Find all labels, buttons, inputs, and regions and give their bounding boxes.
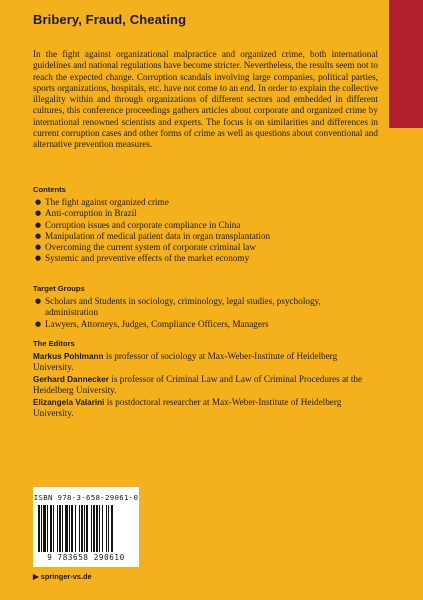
list-item: ● Anti-corruption in Brazil	[35, 208, 137, 219]
list-item: ● Scholars and Students in sociology, criminology, legal studies, psychology, administration	[35, 296, 321, 318]
editor-bio: Elizangela Valarini is postdoctoral researcher at Max-Weber-Institute of Heidelberg University.	[33, 397, 342, 419]
list-item: ● The fight against organized crime	[35, 197, 169, 207]
barcode	[33, 487, 139, 567]
list-item: ● Lawyers, Attorneys, Judges, Compliance Officers, Managers	[35, 318, 269, 329]
contents-list	[33, 197, 333, 265]
barcode-digits: 9 783658 290610	[47, 553, 125, 562]
accent-tab	[389, 0, 423, 128]
bullet-icon: ●	[35, 220, 42, 229]
bullet-icon: ●	[35, 319, 42, 328]
target-groups-list	[33, 296, 323, 330]
bullet-icon: ●	[35, 254, 42, 263]
target-groups-heading: Target Groups	[33, 284, 85, 293]
book-title: Bribery, Fraud, Cheating	[33, 12, 187, 27]
intro-paragraph: In the fight against organizational malpractice and organized crime, both international guidelines and national regulations have become stricter. Nevertheless, the results seem not to reach the expected change. Corruption scandals involving large companies, political parties, sports organizations, hospitals, etc. have not come to an end. In order to explain the collective illegality within and through organizations of different sectors and embedded in different cultures, this conference proceedings gathers articles about corporate and organized crime by international renowned scientists and experts. The focus is on similarities and differences in current corruption cases and other forms of crime as well as questions about conventional and alternative prevention measures.	[33, 49, 378, 150]
editor-name: Markus Pohlmann	[33, 352, 104, 361]
list-item: ● Overcoming the current system of corporate criminal law	[35, 242, 256, 253]
contents-heading: Contents	[33, 185, 66, 194]
bullet-icon: ●	[35, 209, 42, 218]
isbn-label: ISBN 978-3-658-29061-0	[33, 493, 139, 502]
list-item: ● Manipulation of medical patient data in organ transplantation	[35, 230, 271, 241]
bullet-icon: ●	[35, 231, 42, 240]
editors-heading: The Editors	[33, 339, 75, 348]
barcode-bars	[38, 505, 134, 552]
list-item: ● Systemic and preventive effects of the market economy	[35, 253, 250, 264]
editor-name: Elizangela Valarini	[33, 398, 105, 407]
editor-bio: Markus Pohlmann is professor of sociology at Max-Weber-Institute of Heidelberg University.	[33, 351, 338, 373]
bullet-icon: ●	[35, 198, 42, 206]
list-item: ● Corruption issues and corporate compliance in China	[35, 219, 241, 230]
bullet-icon: ●	[35, 297, 42, 305]
publisher-url: ▶ springer-vs.de	[33, 572, 92, 581]
bullet-icon: ●	[35, 243, 42, 252]
editor-bio: Gerhard Dannecker is professor of Criminal Law and Law of Criminal Procedures at the Heidelberg University.	[33, 374, 363, 396]
editor-name: Gerhard Dannecker	[33, 375, 109, 384]
